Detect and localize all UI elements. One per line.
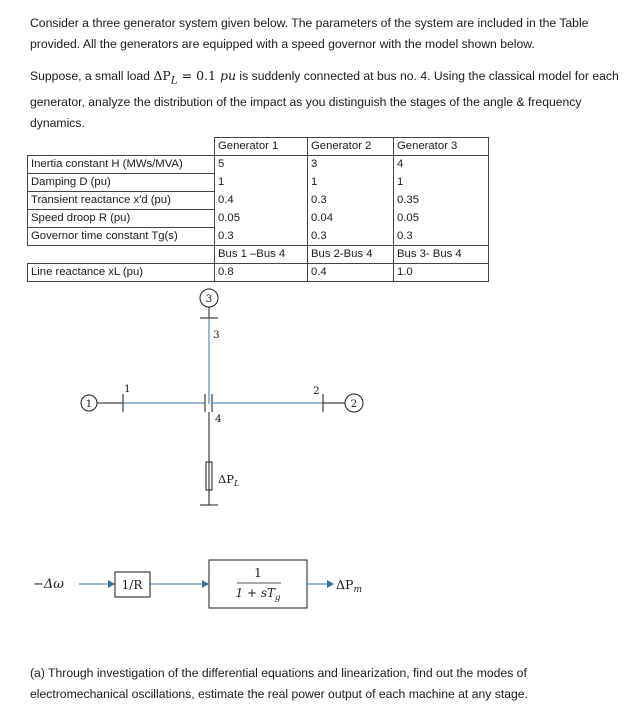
row-label: Line reactance xL (pu): [28, 264, 215, 282]
table-cell: 0.05: [215, 210, 308, 228]
question-a: (a) Through investigation of the differential equations and linearization, find out the modes of electromechanical oscillations, estimate the real power output of each machine at any stage.: [30, 666, 528, 701]
generator-3-label: 3: [205, 293, 213, 305]
line-header-3: Bus 3- Bus 4: [394, 246, 489, 264]
table-cell: 0.3: [215, 228, 308, 246]
table-cell: 0.35: [394, 192, 489, 210]
table-cell: 0.3: [308, 192, 394, 210]
header-generator-3: Generator 3: [394, 138, 489, 156]
bus-2-label: 2: [313, 385, 320, 397]
load-value: = 0.1: [177, 68, 220, 83]
table-cell: 5: [215, 156, 308, 174]
table-cell: 1: [215, 174, 308, 192]
governor-block-diagram: [33, 560, 362, 608]
header-generator-2: Generator 2: [308, 138, 394, 156]
row-label: Governor time constant Tg(s): [28, 228, 215, 246]
table-cell: 4: [394, 156, 489, 174]
tf-denominator: $1 + sT_g$: [235, 586, 281, 603]
bus-4-label: 4: [215, 413, 222, 425]
row-label: Transient reactance x′d (pu): [28, 192, 215, 210]
governor-input-label: −Δω: [33, 577, 64, 592]
table-cell: 0.8: [215, 264, 308, 282]
load-unit: pu: [219, 68, 237, 83]
row-label: Speed droop R (pu): [28, 210, 215, 228]
load-label: $\Delta P_L$: [218, 472, 240, 489]
table-cell: 1.0: [394, 264, 489, 282]
gain-label: 1/R: [121, 578, 143, 592]
load-symbol: $\Delta P_L$: [153, 68, 178, 87]
input-arrowhead: [108, 580, 115, 588]
generator-1-label: 1: [85, 398, 93, 410]
table-cell: 0.3: [394, 228, 489, 246]
scenario-before: Suppose, a small load: [30, 69, 150, 83]
header-generator-1: Generator 1: [215, 138, 308, 156]
row-label: Inertia constant H (MWs/MVA): [28, 156, 215, 174]
intro-paragraph: Consider a three generator system given below. The parameters of the system are included in the Table provided. All the generators are equipped with a speed governor with the model shown below.: [30, 16, 589, 51]
table-cell: 1: [308, 174, 394, 192]
scenario-after: is suddenly connected at bus no. 4. Using the classical model for each generator, analyze the distribution of the impact as you distinguish the stages of the angle & frequency dynamics.: [30, 69, 619, 130]
table-cell: 0.04: [308, 210, 394, 228]
table-cell: 0.05: [394, 210, 489, 228]
table-cell: 3: [308, 156, 394, 174]
line-header-2: Bus 2-Bus 4: [308, 246, 394, 264]
table-cell: 0.4: [215, 192, 308, 210]
row-label: Damping D (pu): [28, 174, 215, 192]
bus-1-label: 1: [124, 383, 131, 395]
line-header-1: Bus 1 –Bus 4: [215, 246, 308, 264]
table-cell: 0.3: [308, 228, 394, 246]
governor-output-label: $\Delta P_m$: [336, 577, 362, 595]
output-arrowhead: [327, 580, 334, 588]
generator-2-label: 2: [350, 398, 358, 410]
middle-arrowhead: [202, 580, 209, 588]
tf-numerator: 1: [254, 566, 262, 580]
bus-3-label: 3: [213, 329, 220, 341]
table-cell: 0.4: [308, 264, 394, 282]
table-cell: 1: [394, 174, 489, 192]
diagram-labels: [86, 293, 358, 489]
